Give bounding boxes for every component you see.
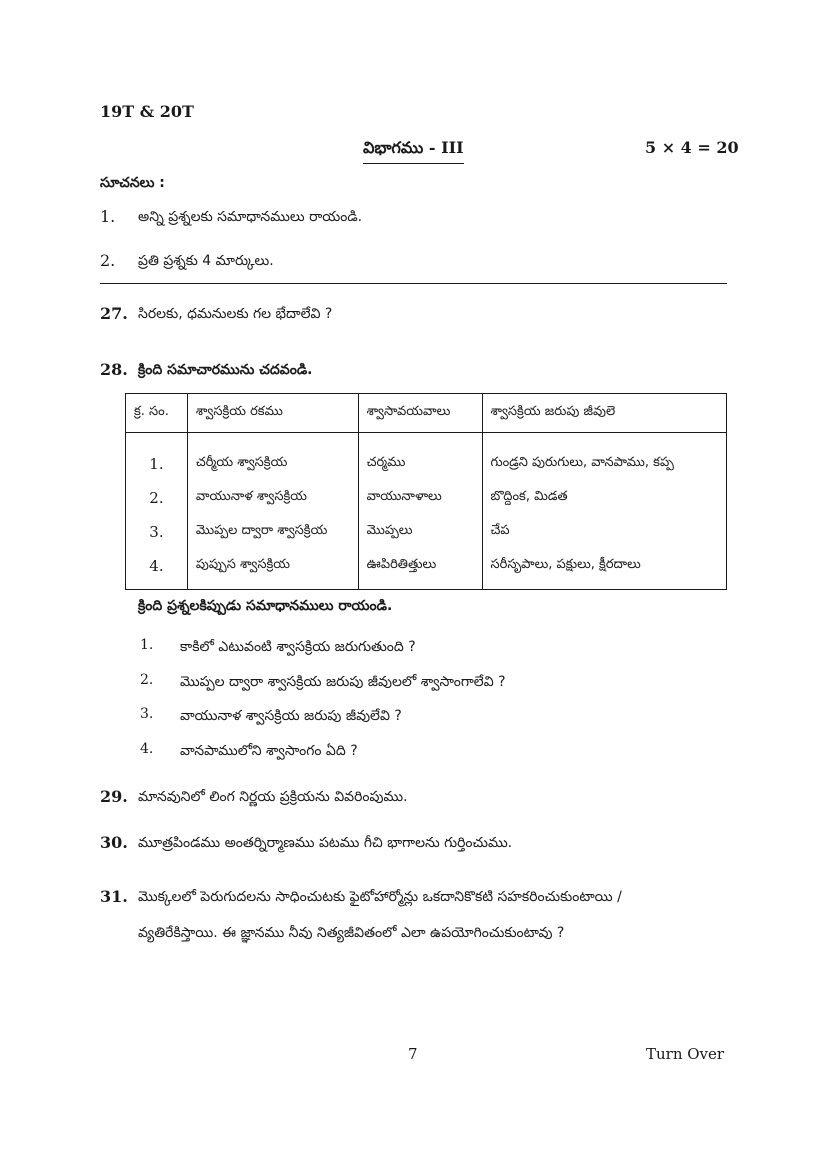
table-cell: 1. bbox=[126, 433, 188, 482]
sub-question-number: 1. bbox=[140, 637, 154, 653]
table-cell: గుండ్రని పురుగులు, వానపాము, కప్ప bbox=[482, 433, 726, 482]
question-number: 31. bbox=[100, 887, 128, 906]
question-text: మొక్కలలో పెరుగుదలను సాధించుటకు ఫైటోహార్మోన్లు ఒకదానికొకటి సహకరించుకుంటాయి / bbox=[138, 889, 622, 905]
question-text: క్రింది సమాచారమును చదవండి. bbox=[138, 362, 313, 378]
table-cell: ఊపిరితిత్తులు bbox=[358, 549, 482, 590]
question-number: 28. bbox=[100, 360, 128, 379]
table-cell: వాయునాళాలు bbox=[358, 481, 482, 515]
turn-over-label: Turn Over bbox=[646, 1045, 725, 1063]
instruction-text: ప్రతి ప్రశ్నకు 4 మార్కులు. bbox=[138, 253, 274, 269]
table-row bbox=[126, 549, 727, 590]
sub-question-text: వాయునాళ శ్వాసక్రియ జరుపు జీవులేవి ? bbox=[180, 708, 402, 724]
table-cell: చర్మీయ శ్వాసక్రియ bbox=[187, 433, 358, 482]
sub-question-number: 3. bbox=[140, 706, 154, 722]
sub-instruction: క్రింది ప్రశ్నలకిప్పుడు సమాధానములు రాయండి. bbox=[138, 598, 393, 614]
sub-question-number: 4. bbox=[140, 741, 154, 757]
sub-question-text: వానపాములోని శ్వాసాంగం ఏది ? bbox=[180, 743, 358, 759]
column-header: శ్వాసక్రియ రకము bbox=[187, 394, 358, 433]
page-number: 7 bbox=[408, 1045, 418, 1063]
respiration-table bbox=[125, 393, 727, 590]
question-text: మూత్రపిండము అంతర్నిర్మాణము పటము గీచి భాగాలను గుర్తించుము. bbox=[138, 835, 513, 851]
table-cell: 3. bbox=[126, 515, 188, 549]
table-cell: పుప్పుస శ్వాసక్రియ bbox=[187, 549, 358, 590]
table-cell: మొప్పల ద్వారా శ్వాసక్రియ bbox=[187, 515, 358, 549]
table-cell: చేప bbox=[482, 515, 726, 549]
instructions-heading: సూచనలు : bbox=[100, 175, 165, 191]
column-header: శ్వాసక్రియ జరుపు జీవులె bbox=[482, 394, 726, 433]
table-cell: వాయునాళ శ్వాసక్రియ bbox=[187, 481, 358, 515]
table-cell: బొద్దింక, మిడత bbox=[482, 481, 726, 515]
question-number: 27. bbox=[100, 304, 128, 323]
table-cell: మొప్పలు bbox=[358, 515, 482, 549]
sub-question-text: మొప్పల ద్వారా శ్వాసక్రియ జరుపు జీవులలో శ్వాసాంగాలేవి ? bbox=[180, 674, 506, 690]
table-row bbox=[126, 433, 727, 482]
question-text: సిరలకు, ధమనులకు గల భేదాలేవి ? bbox=[138, 306, 333, 322]
question-text-continued: వ్యతిరేకిస్తాయి. ఈ జ్ఞానము నీవు నిత్యజీవితంలో ఎలా ఉపయోగించుకుంటావు ? bbox=[138, 925, 565, 941]
instruction-text: అన్ని ప్రశ్నలకు సమాధానములు రాయండి. bbox=[138, 209, 363, 225]
sub-question-number: 2. bbox=[140, 672, 154, 688]
table-header-row bbox=[126, 394, 727, 433]
instruction-number: 1. bbox=[100, 207, 116, 226]
paper-code: 19T & 20T bbox=[100, 102, 194, 121]
question-text: మానవునిలో లింగ నిర్ణయ ప్రక్రియను వివరింపుము. bbox=[138, 789, 408, 805]
section-marks: 5 × 4 = 20 bbox=[645, 138, 739, 157]
column-header: శ్వాసావయవాలు bbox=[358, 394, 482, 433]
question-number: 29. bbox=[100, 787, 128, 806]
table-cell: సరీసృపాలు, పక్షులు, క్షీరదాలు bbox=[482, 549, 726, 590]
table-cell: చర్మము bbox=[358, 433, 482, 482]
section-title: విభాగము - III bbox=[363, 138, 464, 164]
divider-line bbox=[100, 283, 727, 284]
table-row bbox=[126, 515, 727, 549]
question-number: 30. bbox=[100, 833, 128, 852]
table-row bbox=[126, 481, 727, 515]
column-header: క్ర. సం. bbox=[126, 394, 188, 433]
table-cell: 4. bbox=[126, 549, 188, 590]
sub-question-text: కాకిలో ఎటువంటి శ్వాసక్రియ జరుగుతుంది ? bbox=[180, 639, 416, 655]
table-cell: 2. bbox=[126, 481, 188, 515]
instruction-number: 2. bbox=[100, 251, 116, 270]
